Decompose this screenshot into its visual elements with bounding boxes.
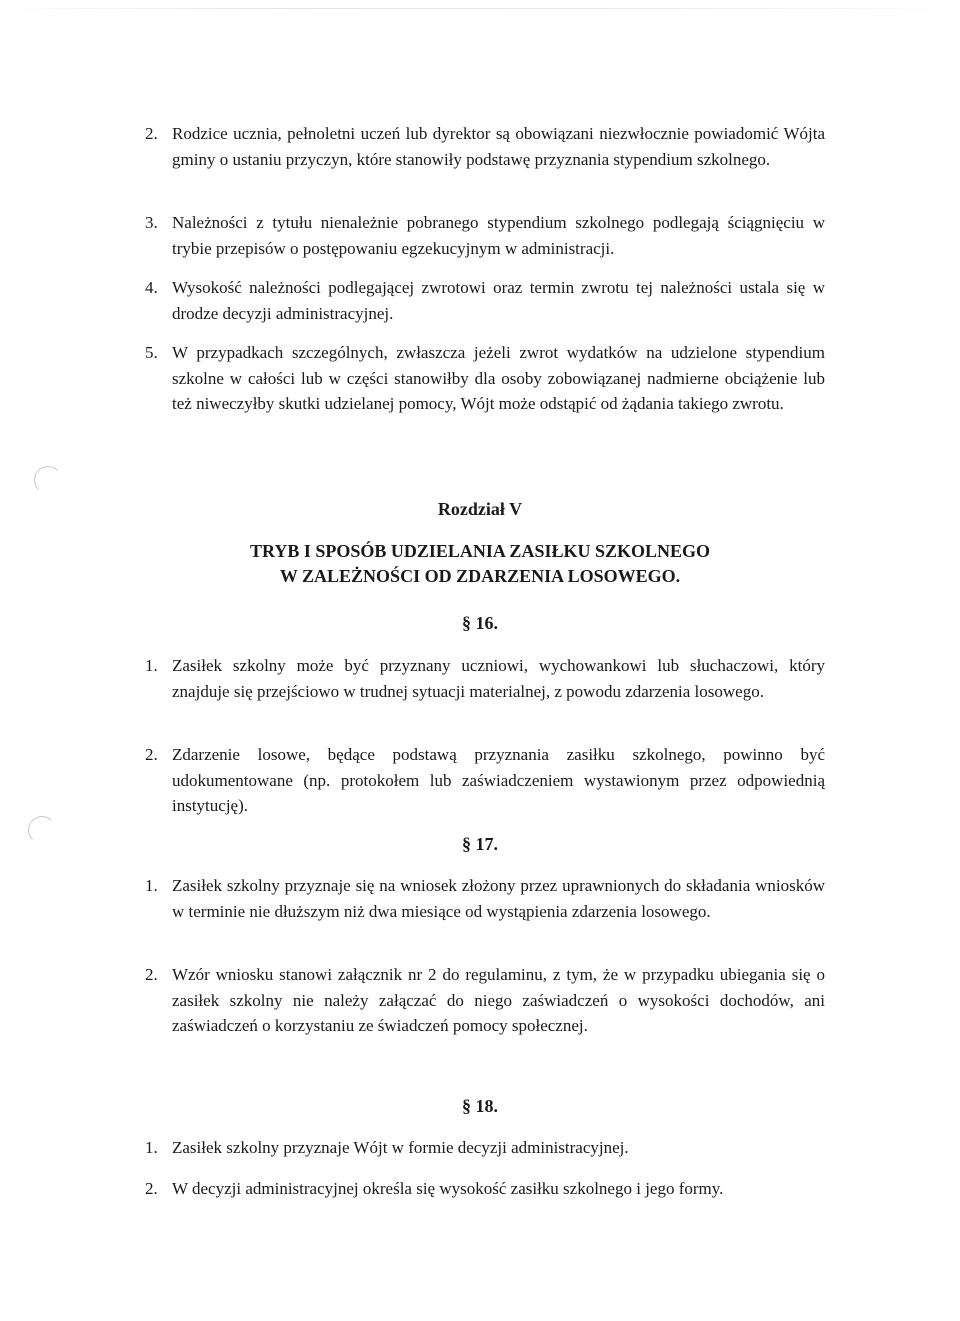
item-number: 1. [145,1138,158,1157]
paragraph-item [145,653,825,704]
paragraph-item [145,275,825,326]
scan-edge-line [0,8,960,9]
section-17-title: § 17. [462,834,498,854]
section-18-title: § 18. [462,1096,498,1116]
item-number: 2. [145,745,158,764]
item-text: Wzór wniosku stanowi załącznik nr 2 do regulaminu, z tym, że w przypadku ubiegania się o zasiłek szkolny nie należy załączać do niego zaświadczeń o wysokości dochodów, ani zaświadczeń o korzystaniu ze świadczeń pomocy społecznej. [172,965,825,1035]
punch-hole-mark [34,466,62,494]
paragraph-item [145,210,825,261]
paragraph-item [145,962,825,1039]
item-number: 2. [145,965,158,984]
item-text: Zdarzenie losowe, będące podstawą przyznania zasiłku szkolnego, powinno być udokumentowane (np. protokołem lub zaświadczeniem wystawionym przez odpowiednią instytucję). [172,745,825,815]
chapter-heading-line-1: TRYB I SPOSÓB UDZIELANIA ZASIŁKU SZKOLNEGO [250,541,710,561]
item-text: Zasiłek szkolny przyznaje się na wniosek złożony przez uprawnionych do składania wniosków w terminie nie dłuższym niż dwa miesiące od wystąpienia zdarzenia losowego. [172,876,825,921]
paragraph-item [145,1135,825,1161]
section-16-title: § 16. [462,613,498,633]
item-number: 2. [145,1179,158,1198]
chapter-heading-line-2: W ZALEŻNOŚCI OD ZDARZENIA LOSOWEGO. [279,566,681,586]
paragraph-item [145,340,825,417]
paragraph-item [145,742,825,819]
item-text: W przypadkach szczególnych, zwłaszcza jeżeli zwrot wydatków na udzielone stypendium szkolne w całości lub w części stanowiłby dla osoby zobowiązanej nadmierne obciążenie lub też niweczyłby skutki udzielanej pomocy, Wójt może odstąpić od żądania takiego zwrotu. [172,343,825,413]
item-number: 1. [145,656,158,675]
item-number: 4. [145,278,158,297]
item-text: Zasiłek szkolny może być przyznany uczniowi, wychowankowi lub słuchaczowi, który znajduje się przejściowo w trudnej sytuacji materialnej, z powodu zdarzenia losowego. [172,656,825,701]
item-number: 3. [145,213,158,232]
chapter-title: Rozdział V [437,499,523,519]
item-number: 2. [145,124,158,143]
item-text: W decyzji administracyjnej określa się wysokość zasiłku szkolnego i jego formy. [172,1179,724,1198]
item-text: Należności z tytułu nienależnie pobranego stypendium szkolnego podlegają ściągnięciu w trybie przepisów o postępowaniu egzekucyjnym w administracji. [172,213,825,258]
item-number: 5. [145,343,158,362]
item-text: Wysokość należności podlegającej zwrotowi oraz termin zwrotu tej należności ustala się w drodze decyzji administracyjnej. [172,278,825,323]
item-text: Rodzice ucznia, pełnoletni uczeń lub dyrektor są obowiązani niezwłocznie powiadomić Wójta gminy o ustaniu przyczyn, które stanowiły podstawę przyznania stypendium szkolnego. [172,124,825,169]
item-text: Zasiłek szkolny przyznaje Wójt w formie decyzji administracyjnej. [172,1138,629,1157]
paragraph-item [145,873,825,924]
paragraph-item [145,1176,825,1202]
item-number: 1. [145,876,158,895]
paragraph-item [145,121,825,172]
